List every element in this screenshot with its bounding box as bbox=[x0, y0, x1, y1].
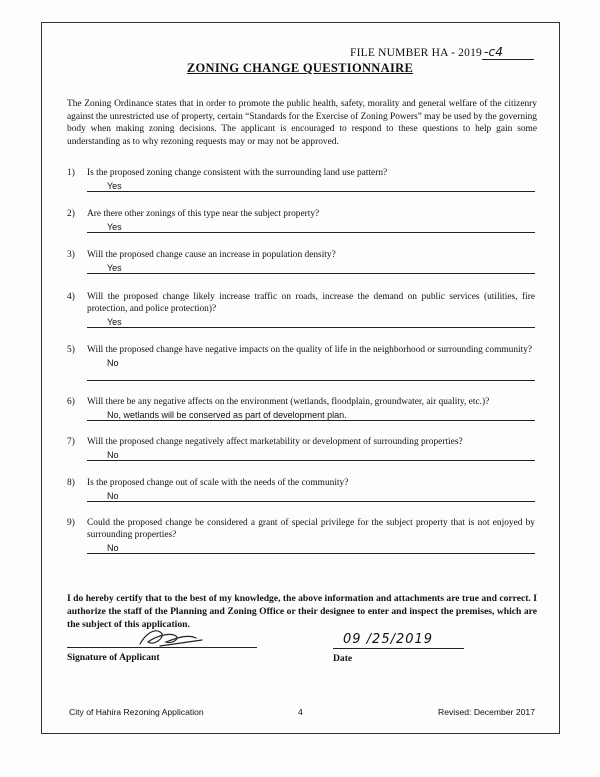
intro-paragraph: The Zoning Ordinance states that in order to promote the public health, safety, morality and general welfare of the citizenry against the unrestricted use of property, certain “Standards for the Exercise of Zoning Powers” may be used by the governing body when making zoning decisions. The applicant is encouraged to respond to these questions to help gain some understanding as to why rezoning requests may or may not be approved. bbox=[67, 99, 537, 147]
footer-page-number: 4 bbox=[298, 707, 303, 717]
answer-field[interactable]: No bbox=[107, 450, 119, 460]
question-number: 8) bbox=[67, 478, 75, 488]
file-number-label: FILE NUMBER HA - 2019 bbox=[350, 47, 482, 59]
answer-field[interactable]: Yes bbox=[107, 263, 122, 273]
question-number: 1) bbox=[67, 168, 75, 178]
answer-field[interactable]: No bbox=[107, 358, 119, 368]
question-number: 5) bbox=[67, 345, 75, 355]
page-title: ZONING CHANGE QUESTIONNAIRE bbox=[186, 61, 414, 75]
question-text: Will the proposed change cause an increase in population density? bbox=[87, 250, 336, 260]
footer-right: Revised: December 2017 bbox=[438, 707, 535, 717]
answer-field[interactable]: No bbox=[107, 543, 119, 553]
file-number-handwritten: -c4 bbox=[483, 45, 504, 59]
question-number: 2) bbox=[67, 209, 75, 219]
question-7 bbox=[67, 436, 535, 461]
signature-line[interactable] bbox=[67, 647, 257, 648]
certification-statement: I do hereby certify that to the best of my knowledge, the above information and attachments are true and correct. I authorize the staff of the Planning and Zoning Office or their designee to enter and inspect the premises, which are the subject of this application. bbox=[67, 593, 537, 630]
date-label: Date bbox=[333, 653, 353, 664]
question-number: 3) bbox=[67, 250, 75, 260]
answer-field[interactable]: No bbox=[107, 491, 119, 501]
answer-line bbox=[87, 327, 535, 328]
answer-line bbox=[87, 420, 535, 421]
question-text: Is the proposed zoning change consistent with the surrounding land use pattern? bbox=[87, 168, 388, 178]
question-3 bbox=[67, 249, 535, 274]
answer-line bbox=[87, 380, 535, 381]
question-4 bbox=[67, 291, 535, 328]
answer-field[interactable]: No, wetlands will be conserved as part of development plan. bbox=[107, 410, 347, 420]
file-number bbox=[350, 45, 534, 60]
question-6 bbox=[67, 396, 535, 421]
question-number: 7) bbox=[67, 437, 75, 447]
answer-line bbox=[87, 553, 535, 554]
question-text: Will there be any negative affects on the environment (wetlands, floodplain, groundwater, air quality, etc.)? bbox=[87, 397, 490, 407]
answer-field[interactable]: Yes bbox=[107, 181, 122, 191]
question-number: 6) bbox=[67, 397, 75, 407]
answer-field[interactable]: Yes bbox=[107, 222, 122, 232]
question-1 bbox=[67, 167, 535, 192]
answer-line bbox=[87, 501, 535, 502]
question-text: Will the proposed change likely increase traffic on roads, increase the demand on public services (utilities, fire protection, and police protection)? bbox=[87, 292, 535, 314]
question-text: Will the proposed change have negative impacts on the quality of life in the neighborhood or surrounding community? bbox=[87, 345, 533, 355]
signature-label: Signature of Applicant bbox=[67, 652, 160, 663]
date-line[interactable] bbox=[333, 648, 464, 649]
date-value[interactable]: 09 /25/2019 bbox=[343, 632, 434, 647]
footer-left: City of Hahira Rezoning Application bbox=[69, 707, 204, 717]
answer-line bbox=[87, 273, 535, 274]
question-text: Is the proposed change out of scale with the needs of the community? bbox=[87, 478, 349, 488]
question-text: Could the proposed change be considered a grant of special privilege for the subject property that is not enjoyed by surrounding properties? bbox=[87, 518, 535, 540]
answer-field[interactable]: Yes bbox=[107, 317, 122, 327]
question-text: Are there other zonings of this type near the subject property? bbox=[87, 209, 320, 219]
question-2 bbox=[67, 208, 535, 233]
question-9 bbox=[67, 517, 535, 554]
question-number: 9) bbox=[67, 518, 75, 528]
question-5 bbox=[67, 344, 535, 369]
question-8 bbox=[67, 477, 535, 502]
answer-line bbox=[87, 460, 535, 461]
question-number: 4) bbox=[67, 292, 75, 302]
answer-line bbox=[87, 191, 535, 192]
question-text: Will the proposed change negatively affect marketability or development of surrounding properties? bbox=[87, 437, 463, 447]
answer-line bbox=[87, 232, 535, 233]
